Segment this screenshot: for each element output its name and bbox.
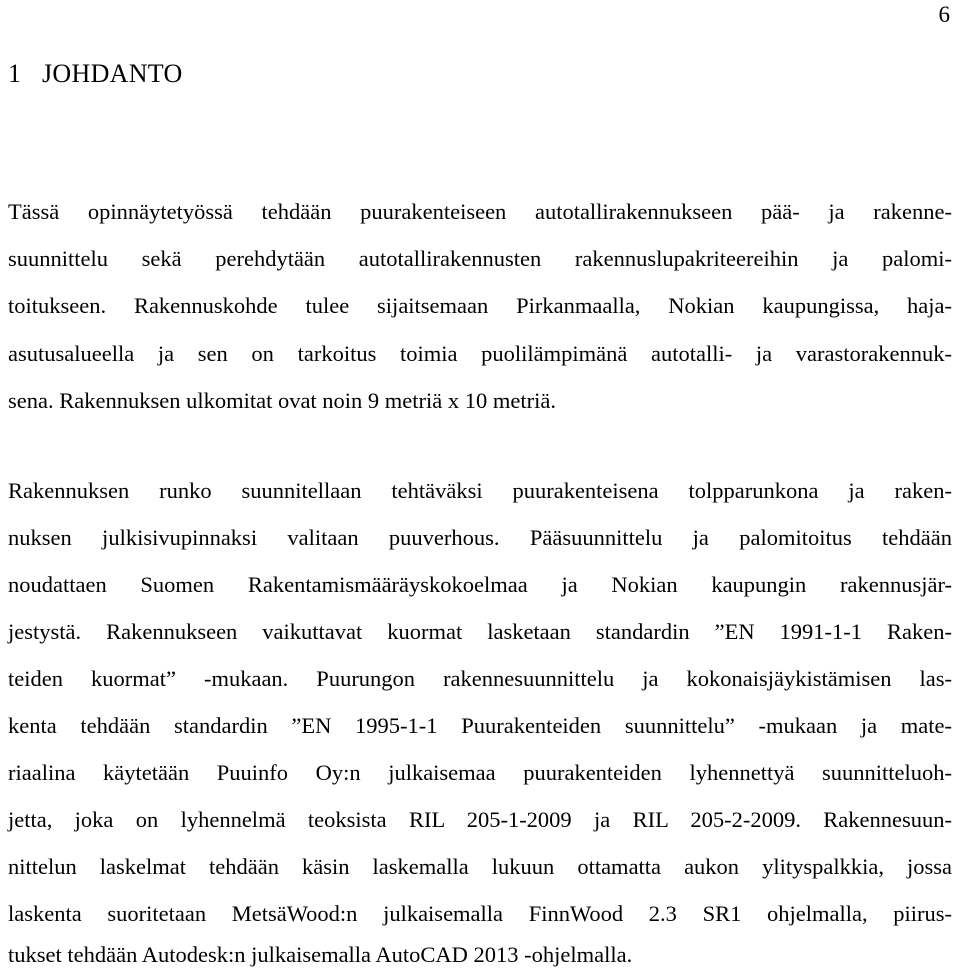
paragraph-line: teiden kuormat” -mukaan. Puurungon rakennesuunnittelu ja kokonaisjäykistämisen las- [8, 666, 952, 691]
paragraph-line: jetta, joka on lyhennelmä teoksista RIL 205-1-2009 ja RIL 205-2-2009. Rakennesuun- [8, 807, 952, 832]
paragraph-line: jestystä. Rakennukseen vaikuttavat kuormat lasketaan standardin ”EN 1991-1-1 Raken- [8, 619, 952, 644]
paragraph-line: laskenta suoritetaan MetsäWood:n julkaisemalla FinnWood 2.3 SR1 ohjelmalla, piirus- [8, 901, 952, 926]
paragraph-line: nittelun laskelmat tehdään käsin laskemalla lukuun ottamatta aukon ylityspalkkia, jossa [8, 854, 952, 879]
paragraph-line: Tässä opinnäytetyössä tehdään puurakenteiseen autotallirakennukseen pää- ja rakenne- [8, 199, 952, 224]
page-number: 6 [938, 2, 950, 27]
paragraph-line: asutusalueella ja sen on tarkoitus toimia puolilämpimänä autotalli- ja varastorakennuk- [8, 341, 952, 366]
paragraph-line: suunnittelu sekä perehdytään autotallirakennusten rakennuslupakriteereihin ja palomi- [8, 246, 952, 271]
paragraph-line: kenta tehdään standardin ”EN 1995-1-1 Puurakenteiden suunnittelu” -mukaan ja mate- [8, 713, 952, 738]
section-heading [8, 58, 183, 90]
paragraph-line: sena. Rakennuksen ulkomitat ovat noin 9 metriä x 10 metriä. [8, 388, 556, 413]
section-title: JOHDANTO [42, 59, 183, 88]
section-number: 1 [8, 59, 22, 88]
paragraph-line: nuksen julkisivupinnaksi valitaan puuverhous. Pääsuunnittelu ja palomitoitus tehdään [8, 525, 952, 550]
paragraph-line: Rakennuksen runko suunnitellaan tehtäväksi puurakenteisena tolpparunkona ja raken- [8, 478, 952, 503]
paragraph-line: noudattaen Suomen Rakentamismääräyskokoelmaa ja Nokian kaupungin rakennusjär- [8, 572, 952, 597]
paragraph-line: tukset tehdään Autodesk:n julkaisemalla AutoCAD 2013 -ohjelmalla. [8, 942, 633, 967]
paragraph-line: riaalina käytetään Puuinfo Oy:n julkaisemaa puurakenteiden lyhennettyä suunnitteluoh- [8, 760, 952, 785]
paragraph-line: toitukseen. Rakennuskohde tulee sijaitsemaan Pirkanmaalla, Nokian kaupungissa, haja- [8, 293, 952, 318]
